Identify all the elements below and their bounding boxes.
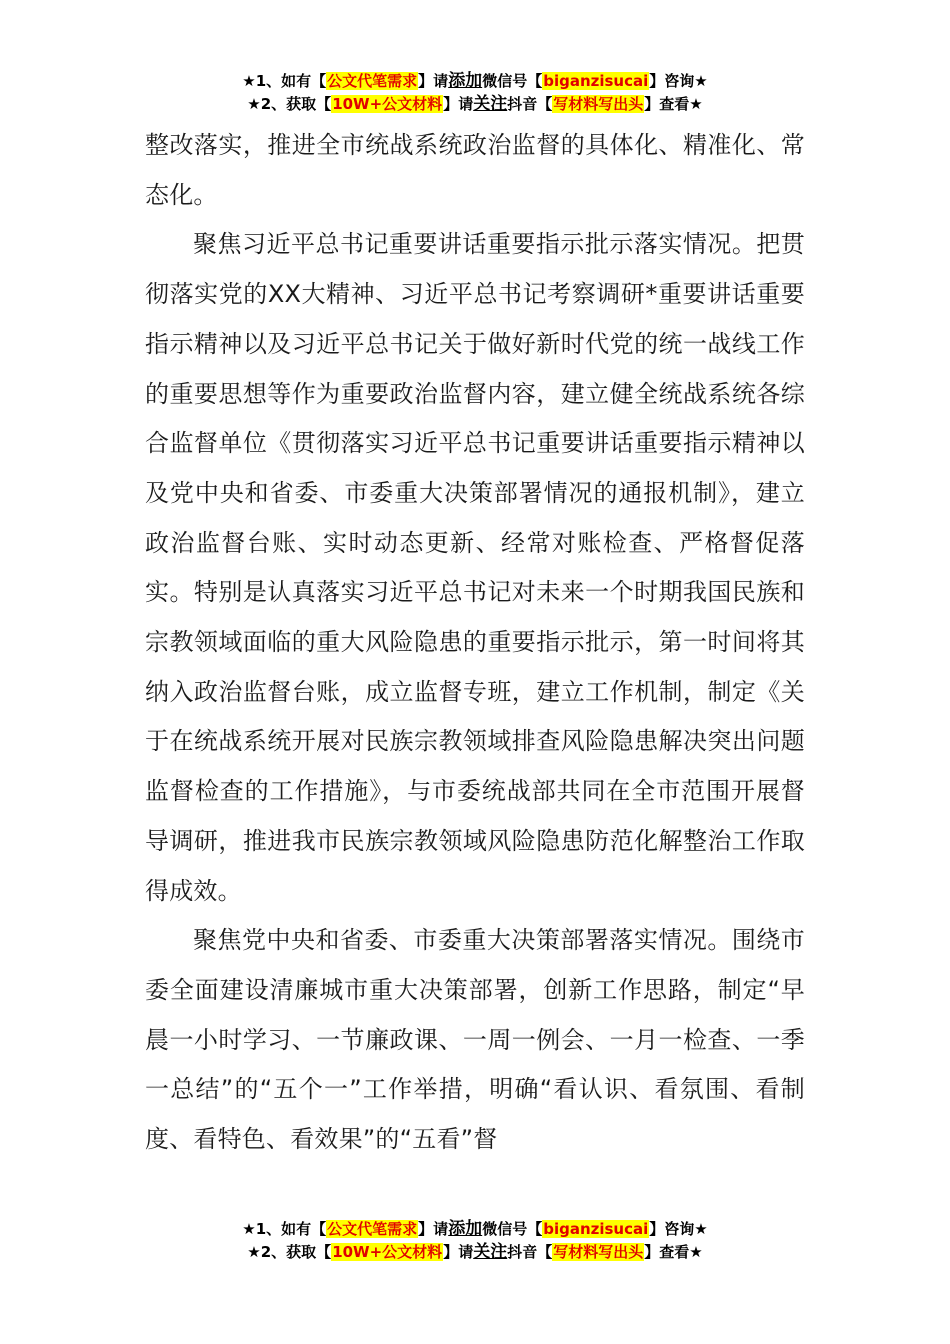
banner-line-2: ★2、获取【10W+公文材料】请关注抖音【写材料写出头】查看★ [247, 1242, 703, 1262]
paragraph-2: 聚焦习近平总书记重要讲话重要指示批示落实情况。把贯彻落实党的XX大精神、习近平总书记考察调研*重要讲话重要指示精神以及习近平总书记关于做好新时代党的统一战线工作的重要思想等作为重要政治监督内容，建立健全统战系统各综合监督单位《贯彻落实习近平总书记重要讲话重要指示精神以及党中央和省委、市委重大决策部署情况的通报机制》，建立政治监督台账、实时动态更新、经常对账检查、严格督促落实。特别是认真落实习近平总书记对未来一个时期我国民族和宗教领域面临的重大风险隐患的重要指示批示，第一时间将其纳入政治监督台账，成立监督专班，建立工作机制，制定《关于在统战系统开展对民族宗教领域排查风险隐患解决突出问题监督检查的工作措施》，与市委统战部共同在全市范围开展督导调研，推进我市民族宗教领域风险隐患防范化解整治工作取得成效。 [145, 230, 805, 905]
highlight-service: 公文代笔需求 [327, 1220, 418, 1238]
paragraph-3: 聚焦党中央和省委、市委重大决策部署落实情况。围绕市委全面建设清廉城市重大决策部署，创新工作思路，制定“早晨一小时学习、一节廉政课、一周一例会、一月一检查、一季一总结”的“五个一”工作举措，明确“看认识、看氛围、看制度、看特色、看效果”的“五看”督 [145, 926, 805, 1154]
header-banner [0, 70, 950, 116]
banner-line-2: ★2、获取【10W+公文材料】请关注抖音【写材料写出头】查看★ [247, 94, 703, 114]
paragraph-1: 整改落实，推进全市统战系统政治监督的具体化、精准化、常态化。 [145, 131, 805, 209]
highlight-wechat-id: biganzisucai [543, 72, 649, 90]
banner-line-1: ★1、如有【公文代笔需求】请添加微信号【biganzisucai】咨询★ [242, 1219, 708, 1239]
footer-banner [0, 1218, 950, 1264]
document-body [145, 121, 805, 1165]
highlight-materials: 10W+公文材料 [332, 1243, 443, 1261]
highlight-douyin-id: 写材料写出头 [553, 1243, 644, 1261]
highlight-materials: 10W+公文材料 [332, 95, 443, 113]
highlight-douyin-id: 写材料写出头 [553, 95, 644, 113]
highlight-wechat-id: biganzisucai [543, 1220, 649, 1238]
banner-line-1: ★1、如有【公文代笔需求】请添加微信号【biganzisucai】咨询★ [242, 71, 708, 91]
highlight-service: 公文代笔需求 [327, 72, 418, 90]
